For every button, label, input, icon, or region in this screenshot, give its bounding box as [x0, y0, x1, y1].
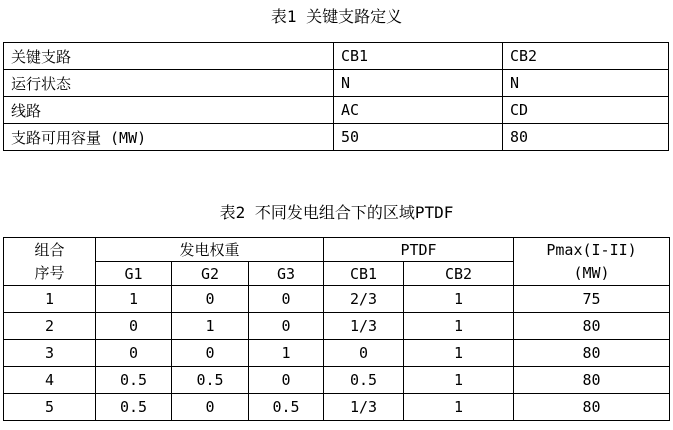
g2-weight-cell: 1: [172, 313, 249, 340]
g1-weight-cell: 0: [96, 340, 172, 367]
table2-header-pmax-line2: (MW): [573, 263, 610, 282]
table1-row-available-capacity: [4, 124, 669, 151]
table2-header-g1: G1: [96, 262, 172, 286]
pmax-cell: 75: [514, 286, 670, 313]
table1-capacity-cb1: 50: [334, 124, 503, 151]
table1-branch-cb2: CB2: [503, 43, 669, 70]
table1-line-cb2: CD: [503, 97, 669, 124]
combo-number-cell: 3: [4, 340, 96, 367]
table2-header-row-1: [4, 238, 670, 262]
table1-row-line: [4, 97, 669, 124]
table1-row-operating-state: [4, 70, 669, 97]
g1-weight-cell: 0.5: [96, 367, 172, 394]
table2-header-combo-line2: 序号: [34, 263, 65, 282]
table2-data-row-3: [4, 340, 670, 367]
ptdf-cb2-cell: 1: [404, 313, 514, 340]
table2-data-row-4: [4, 367, 670, 394]
table2-header-g2: G2: [172, 262, 249, 286]
ptdf-cb1-cell: 0: [324, 340, 404, 367]
g1-weight-cell: 1: [96, 286, 172, 313]
g2-weight-cell: 0: [172, 340, 249, 367]
g2-weight-cell: 0.5: [172, 367, 249, 394]
pmax-cell: 80: [514, 367, 670, 394]
ptdf-cb2-cell: 1: [404, 367, 514, 394]
table1-state-cb2: N: [503, 70, 669, 97]
table2-title: 表2 不同发电组合下的区域PTDF: [219, 203, 454, 222]
combo-number-cell: 2: [4, 313, 96, 340]
g1-weight-cell: 0.5: [96, 394, 172, 421]
table1-label-available-capacity: 支路可用容量 (MW): [4, 124, 334, 151]
table2-header-g3: G3: [249, 262, 324, 286]
ptdf-cb1-cell: 1/3: [324, 313, 404, 340]
table2-header-combo-number: [4, 238, 96, 286]
document-page: [0, 7, 673, 430]
table1-capacity-cb2: 80: [503, 124, 669, 151]
ptdf-cb2-cell: 1: [404, 340, 514, 367]
combo-number-cell: 1: [4, 286, 96, 313]
combo-number-cell: 5: [4, 394, 96, 421]
pmax-cell: 80: [514, 340, 670, 367]
table2-data-row-2: [4, 313, 670, 340]
table2-header-ptdf: PTDF: [324, 238, 514, 262]
ptdf-cb1-cell: 1/3: [324, 394, 404, 421]
table1-line-cb1: AC: [334, 97, 503, 124]
g3-weight-cell: 0.5: [249, 394, 324, 421]
g3-weight-cell: 0: [249, 367, 324, 394]
table1-title: 表1 关键支路定义: [270, 7, 403, 26]
table2-data-row-5: [4, 394, 670, 421]
g2-weight-cell: 0: [172, 394, 249, 421]
g1-weight-cell: 0: [96, 313, 172, 340]
table2-header-generation-weight: 发电权重: [96, 238, 324, 262]
ptdf-cb1-cell: 2/3: [324, 286, 404, 313]
table1-state-cb1: N: [334, 70, 503, 97]
g3-weight-cell: 0: [249, 313, 324, 340]
g3-weight-cell: 0: [249, 286, 324, 313]
table2-header-pmax: [514, 238, 670, 286]
table2-data-row-1: [4, 286, 670, 313]
table2-header-cb1: CB1: [324, 262, 404, 286]
g3-weight-cell: 1: [249, 340, 324, 367]
ptdf-cb2-cell: 1: [404, 394, 514, 421]
ptdf-cb1-cell: 0.5: [324, 367, 404, 394]
table1-label-operating-state: 运行状态: [4, 70, 334, 97]
table2-header-cb2: CB2: [404, 262, 514, 286]
table2-regional-ptdf: [3, 237, 670, 421]
table1-row-branch: [4, 43, 669, 70]
table1-branch-cb1: CB1: [334, 43, 503, 70]
table1-critical-branch-definition: [3, 42, 669, 151]
ptdf-cb2-cell: 1: [404, 286, 514, 313]
combo-number-cell: 4: [4, 367, 96, 394]
table2-header-combo-line1: 组合: [34, 240, 65, 259]
table1-label-line: 线路: [4, 97, 334, 124]
table2-header-pmax-line1: Pmax(I-II): [546, 240, 637, 259]
g2-weight-cell: 0: [172, 286, 249, 313]
pmax-cell: 80: [514, 394, 670, 421]
pmax-cell: 80: [514, 313, 670, 340]
table1-label-branch: 关键支路: [4, 43, 334, 70]
